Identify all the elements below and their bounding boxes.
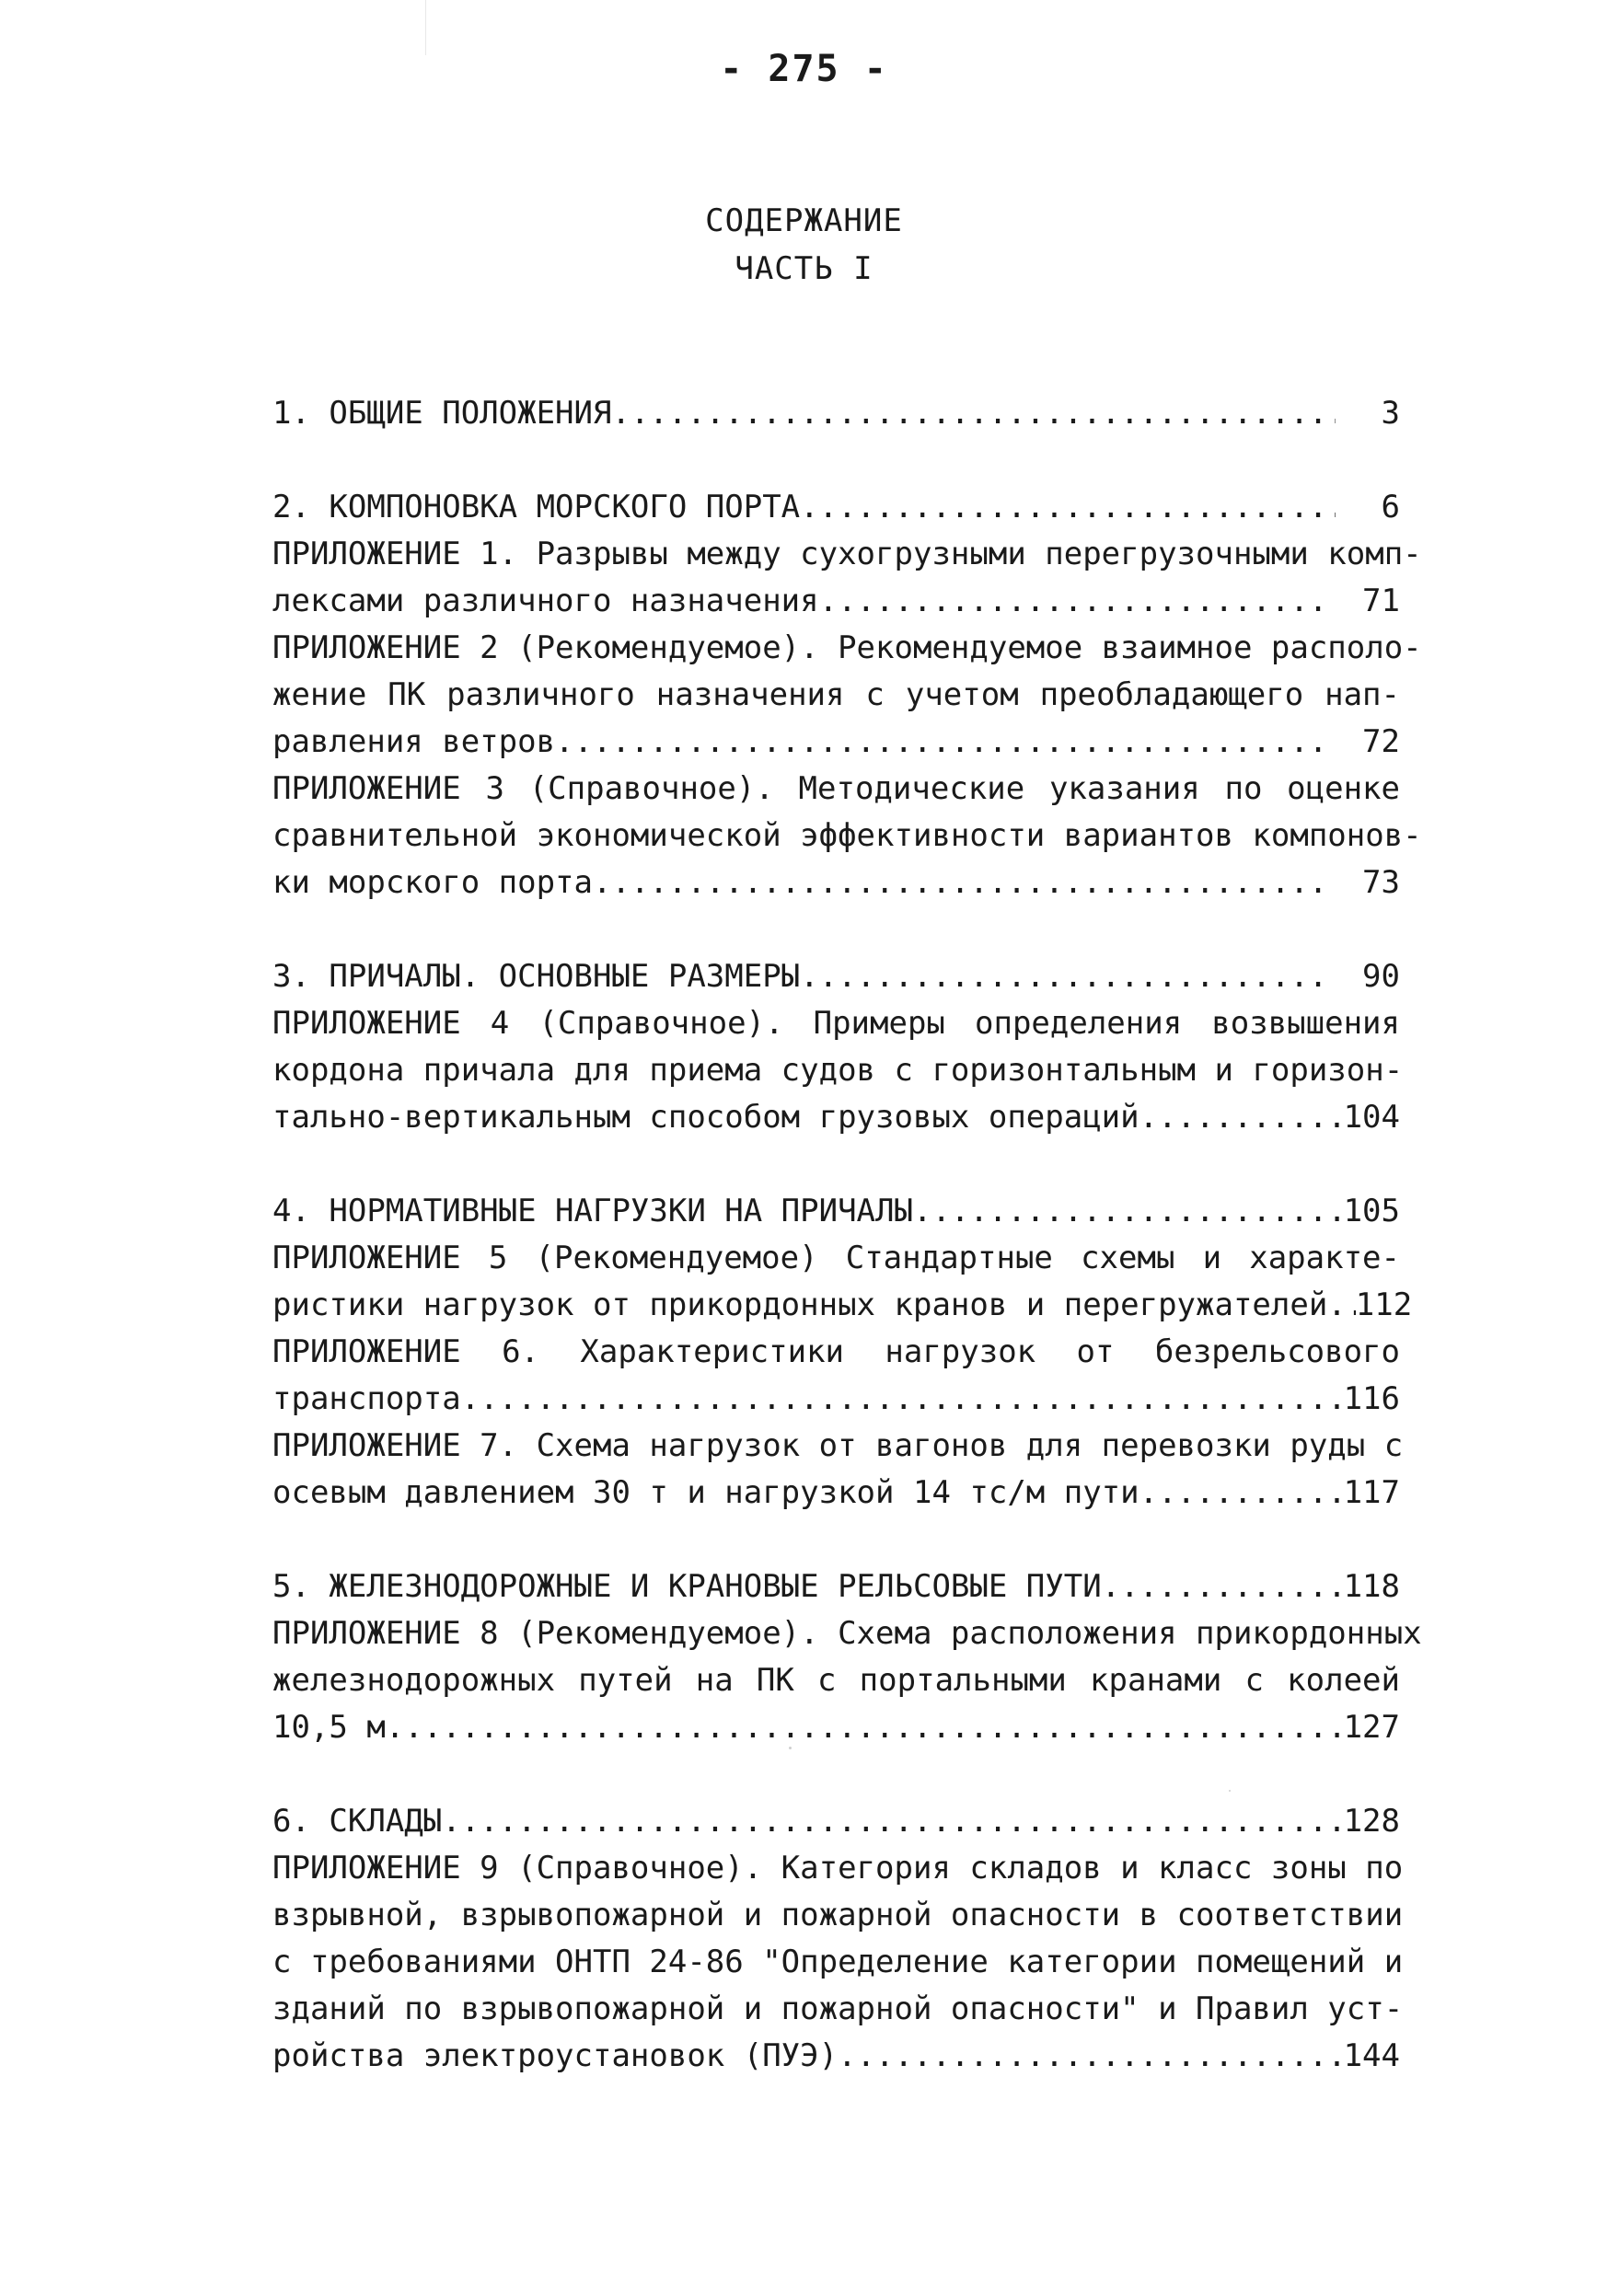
- document-title: СОДЕРЖАНИЕ: [705, 202, 903, 239]
- toc-appendix-entry[interactable]: [272, 1235, 1413, 1329]
- appendix-last-text: ки морского порта: [272, 864, 593, 901]
- dot-leader: [386, 1704, 1344, 1751]
- toc-appendix-entry[interactable]: [272, 1845, 1404, 2080]
- dot-leader: [913, 1188, 1344, 1235]
- toc-page-number: 71: [1362, 583, 1400, 619]
- dot-leader: [611, 390, 1336, 437]
- appendix-line: ПРИЛОЖЕНИЕ 8 (Рекомендуемое). Схема расположения прикордонных: [272, 1615, 1422, 1652]
- appendix-line: жение ПК различного назначения с учетом преобладающего нап-: [272, 676, 1400, 713]
- appendix-last-row: [272, 719, 1400, 766]
- appendix-last-row: [272, 860, 1400, 906]
- toc-page-number: 73: [1362, 864, 1400, 901]
- toc-page-number: 6: [1381, 489, 1400, 525]
- toc-heading-row[interactable]: [272, 1188, 1400, 1235]
- toc-page-number: 116: [1343, 1380, 1400, 1417]
- appendix-last-text: лексами различного назначения: [272, 583, 819, 619]
- appendix-line: ПРИЛОЖЕНИЕ 5 (Рекомендуемое) Стандартные схемы и характе-: [272, 1240, 1400, 1276]
- appendix-line: сравнительной экономической эффективности вариантов компонов-: [272, 817, 1422, 854]
- dot-leader: [838, 2033, 1343, 2080]
- dot-leader: [593, 860, 1335, 906]
- toc-appendix-entry[interactable]: [272, 531, 1422, 625]
- appendix-line: ПРИЛОЖЕНИЕ 7. Схема нагрузок от вагонов для перевозки руды с: [272, 1427, 1404, 1464]
- appendix-line: кордона причала для приема судов с горизонтальным и горизон-: [272, 1052, 1404, 1089]
- dot-leader: [461, 1376, 1344, 1423]
- scan-speck: [789, 1747, 792, 1749]
- toc-page-number: 90: [1362, 958, 1400, 995]
- dot-leader: [442, 1798, 1343, 1845]
- toc-appendix-entry[interactable]: [272, 625, 1422, 766]
- appendix-line: ПРИЛОЖЕНИЕ 1. Разрывы между сухогрузными перегрузочными комп-: [272, 536, 1422, 572]
- appendix-line: ПРИЛОЖЕНИЕ 2 (Рекомендуемое). Рекомендуемое взаимное располо-: [272, 629, 1422, 666]
- appendix-last-text: ройства электроустановок (ПУЭ): [272, 2037, 839, 2074]
- toc-heading-row[interactable]: [272, 1563, 1400, 1610]
- toc-heading-text: 6. СКЛАДЫ: [272, 1803, 443, 1840]
- appendix-last-text: равления ветров: [272, 723, 556, 760]
- appendix-line: железнодорожных путей на ПК с портальными кранами с колеей: [272, 1662, 1400, 1699]
- dot-leader: [1139, 1094, 1344, 1141]
- toc-heading-text: 5. ЖЕЛЕЗНОДОРОЖНЫЕ И КРАНОВЫЕ РЕЛЬСОВЫЕ ПУТИ: [272, 1568, 1102, 1605]
- dot-leader: [1102, 1563, 1344, 1610]
- toc-page-number: 112: [1355, 1286, 1413, 1323]
- toc-section-4: [272, 1188, 1413, 1517]
- appendix-line: ПРИЛОЖЕНИЕ 9 (Справочное). Категория складов и класс зоны по: [272, 1850, 1404, 1886]
- toc-heading-text: 4. НОРМАТИВНЫЕ НАГРУЗКИ НА ПРИЧАЛЫ: [272, 1193, 913, 1229]
- part-heading: ЧАСТЬ I: [735, 250, 873, 287]
- appendix-last-text: транспорта: [272, 1380, 461, 1417]
- dot-leader: [555, 719, 1335, 766]
- appendix-line: зданий по взрывопожарной и пожарной опасности" и Правил уст-: [272, 1990, 1404, 2027]
- toc-appendix-entry[interactable]: [272, 1329, 1400, 1423]
- toc-page-number: 144: [1343, 2037, 1400, 2074]
- toc-page-number: 128: [1343, 1803, 1400, 1840]
- toc-section-1: [272, 390, 1400, 437]
- appendix-last-row: [272, 1470, 1400, 1517]
- toc-section-6: [272, 1798, 1404, 2080]
- toc-heading-row[interactable]: [272, 1798, 1400, 1845]
- dot-leader: [800, 953, 1335, 1000]
- toc-page-number: 118: [1343, 1568, 1400, 1605]
- toc-section-2: [272, 484, 1422, 906]
- toc-heading-row[interactable]: [272, 484, 1400, 531]
- toc-appendix-entry[interactable]: [272, 1610, 1422, 1751]
- toc-page-number: 104: [1343, 1099, 1400, 1136]
- toc-page-number: 72: [1362, 723, 1400, 760]
- toc-page-number: 3: [1381, 395, 1400, 432]
- toc-heading-row[interactable]: [272, 390, 1400, 437]
- toc-section-3: [272, 953, 1404, 1141]
- dot-leader: [819, 578, 1335, 625]
- toc-heading-row[interactable]: [272, 953, 1400, 1000]
- toc-section-5: [272, 1563, 1422, 1751]
- appendix-line: ПРИЛОЖЕНИЕ 4 (Справочное). Примеры определения возвышения: [272, 1005, 1400, 1042]
- appendix-last-row: [272, 2033, 1400, 2080]
- appendix-last-row: [272, 1094, 1400, 1141]
- toc-page-number: 117: [1343, 1474, 1400, 1511]
- toc-appendix-entry[interactable]: [272, 1423, 1404, 1517]
- toc-heading-text: 2. КОМПОНОВКА МОРСКОГО ПОРТА: [272, 489, 801, 525]
- dot-leader: [800, 484, 1336, 531]
- dot-leader: [1139, 1470, 1344, 1517]
- appendix-last-text: осевым давлением 30 т и нагрузкой 14 тс/м пути: [272, 1474, 1139, 1511]
- scan-speck: [1229, 1790, 1231, 1792]
- appendix-line: ПРИЛОЖЕНИЕ 3 (Справочное). Методические указания по оценке: [272, 770, 1400, 807]
- toc-heading-text: 3. ПРИЧАЛЫ. ОСНОВНЫЕ РАЗМЕРЫ: [272, 958, 801, 995]
- toc-heading-text: 1. ОБЩИЕ ПОЛОЖЕНИЯ: [272, 395, 612, 432]
- appendix-last-row: [272, 1704, 1400, 1751]
- appendix-line: ПРИЛОЖЕНИЕ 6. Характеристики нагрузок от безрельсового: [272, 1333, 1400, 1370]
- appendix-line: взрывной, взрывопожарной и пожарной опасности в соответствии: [272, 1897, 1404, 1933]
- toc-appendix-entry[interactable]: [272, 766, 1422, 906]
- toc-page-number: 127: [1343, 1709, 1400, 1746]
- appendix-last-row: [272, 578, 1400, 625]
- page-number: - 275 -: [720, 48, 888, 90]
- appendix-last-text: 10,5 м: [272, 1709, 386, 1746]
- table-of-contents: [272, 390, 1422, 2127]
- toc-page-number: 105: [1343, 1193, 1400, 1229]
- appendix-last-text: тально-вертикальным способом грузовых операций: [272, 1099, 1139, 1136]
- dot-leader: [1347, 1282, 1356, 1329]
- appendix-last-row: [272, 1376, 1400, 1423]
- toc-appendix-entry[interactable]: [272, 1000, 1404, 1141]
- appendix-line: с требованиями ОНТП 24-86 "Определение категории помещений и: [272, 1944, 1404, 1980]
- appendix-last-text: ристики нагрузок от прикордонных кранов и перегружателей.: [272, 1286, 1347, 1323]
- scan-edge-mark: [425, 0, 426, 55]
- appendix-last-row: [272, 1282, 1413, 1329]
